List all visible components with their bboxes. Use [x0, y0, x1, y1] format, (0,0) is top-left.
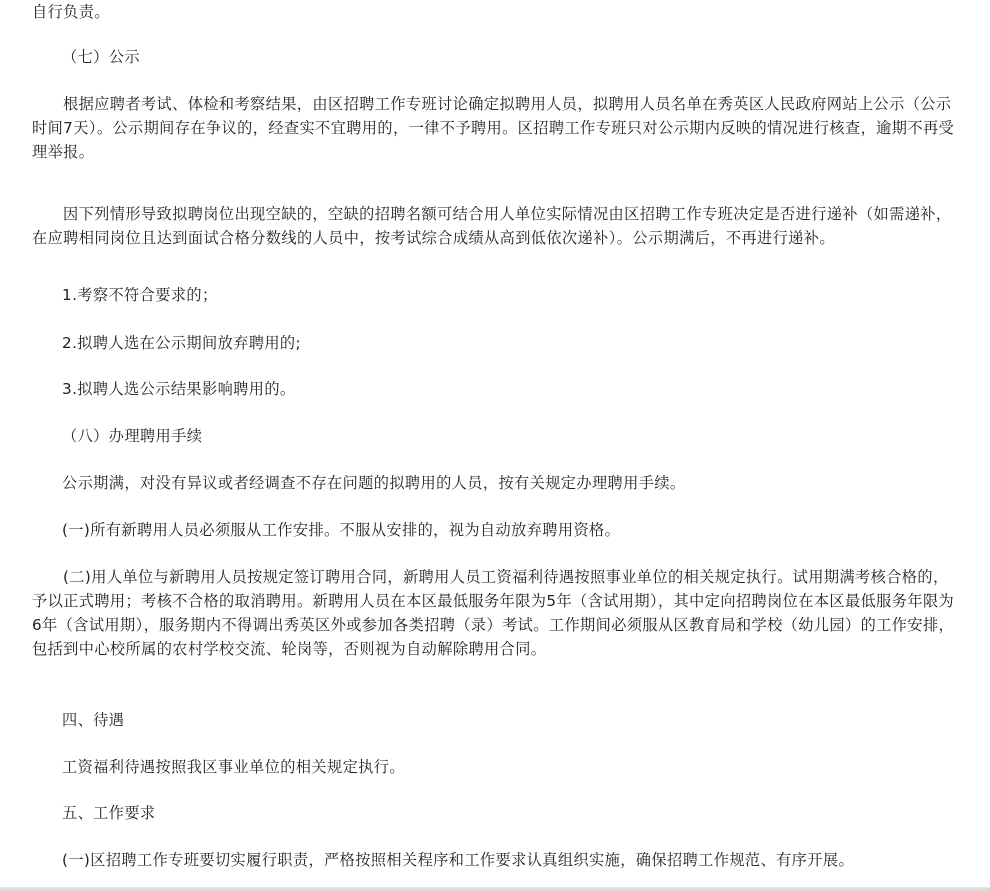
list-item-3: 3.拟聘人选公示结果影响聘用的。 — [62, 380, 296, 398]
paragraph-continuation: 自行负责。 — [32, 3, 110, 21]
paragraph-contract-terms: (二)用人单位与新聘用人员按规定签订聘用合同，新聘用人员工资福利待遇按照事业单位的相关规定执行。试用期满考核合格的，予以正式聘用；考核不合格的取消聘用。新聘用人员在本区最低服务年限为5年（含试用期），其中定向招聘岗位在本区最低服务年限为6年（含试用期），服务期内不得调出秀英区外或参加各类招聘（录）考试。工作期间必须服从区教育局和学校（幼儿园）的工作安排，包括到中心校所属的农村学校交流、轮岗等，否则视为自动解除聘用合同。 — [32, 568, 955, 658]
paragraph-vacancy-supplement: 因下列情形导致拟聘岗位出现空缺的，空缺的招聘名额可结合用人单位实际情况由区招聘工作专班决定是否进行递补（如需递补，在应聘相同岗位且达到面试合格分数线的人员中，按考试综合成绩从高到低依次递补）。公示期满后，不再进行递补。 — [32, 205, 952, 247]
section-heading-work-requirements: 五、工作要求 — [62, 804, 156, 822]
paragraph-work-assignment: (一)所有新聘用人员必须服从工作安排。不服从安排的，视为自动放弃聘用资格。 — [62, 521, 621, 539]
section-heading-benefits: 四、待遇 — [62, 711, 125, 729]
paragraph-hiring-procedures: 公示期满，对没有异议或者经调查不存在问题的拟聘用的人员，按有关规定办理聘用手续。 — [62, 474, 686, 492]
paragraph-publicity-rules: 根据应聘者考试、体检和考察结果，由区招聘工作专班讨论确定拟聘用人员，拟聘用人员名单在秀英区人民政府网站上公示（公示时间7天）。公示期间存在争议的，经查实不宜聘用的，一律不予聘用。区招聘工作专班只对公示期内反映的情况进行核查，逾期不再受理举报。 — [32, 95, 955, 161]
section-heading-publicity: （七）公示 — [62, 48, 140, 66]
paragraph-work-requirements-1: (一)区招聘工作专班要切实履行职责，严格按照相关程序和工作要求认真组织实施，确保招聘工作规范、有序开展。 — [62, 851, 855, 869]
bottom-border — [0, 887, 990, 891]
paragraph-benefits: 工资福利待遇按照我区事业单位的相关规定执行。 — [62, 758, 405, 776]
section-heading-hiring-procedures: （八）办理聘用手续 — [62, 427, 203, 445]
list-item-1: 1.考察不符合要求的； — [62, 286, 218, 304]
list-item-2: 2.拟聘人选在公示期间放弃聘用的; — [62, 334, 302, 352]
